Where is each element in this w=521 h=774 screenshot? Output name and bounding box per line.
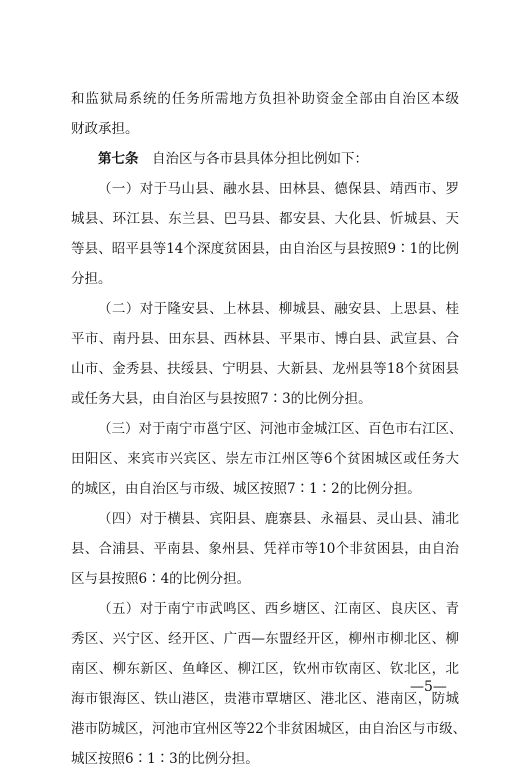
body-text — [71, 84, 467, 774]
text-line: 等县、昭平县等14个深度贫困县，由自治区与县按照9∶1的比例 — [71, 241, 459, 257]
text-line: 秀区、兴宁区、经开区、广西—东盟经开区，柳州市柳北区、柳 — [71, 631, 459, 647]
text-line: 山市、金秀县、扶绥县、宁明县、大新县、龙州县等18个贫困县 — [71, 361, 459, 377]
text-line: （二）对于隆安县、上林县、柳城县、融安县、上思县、桂 — [98, 301, 459, 317]
article-title: 第七条 — [98, 151, 139, 167]
text-line: 南区、柳东新区、鱼峰区、柳江区，钦州市钦南区、钦北区，北 — [71, 661, 459, 677]
text-line: 平市、南丹县、田东县、西林县、平果市、博白县、武宣县、合 — [71, 331, 459, 347]
text-line: 田阳区、来宾市兴宾区、崇左市江州区等6个贫困城区或任务大 — [71, 451, 459, 467]
article-7-heading-line — [71, 144, 459, 174]
text-line: 的城区，由自治区与市级、城区按照7∶1∶2的比例分担。 — [71, 481, 421, 497]
article-text: 自治区与各市县具体分担比例如下： — [152, 151, 368, 167]
text-line: 城区按照6∶1∶3的比例分担。 — [71, 751, 259, 767]
page-number: —5— — [410, 679, 447, 695]
text-line: （四）对于横县、宾阳县、鹿寨县、永福县、灵山县、浦北 — [98, 511, 459, 527]
text-line: 县、合浦县、平南县、象州县、凭祥市等10个非贫困县，由自治 — [71, 541, 459, 557]
text-line: 财政承担。 — [71, 121, 139, 137]
text-line: 海市银海区、铁山港区，贵港市覃塘区、港北区、港南区，防城 — [71, 691, 459, 707]
text-line: 分担。 — [71, 271, 112, 287]
text-line: （三）对于南宁市邕宁区、河池市金城江区、百色市右江区、 — [98, 421, 463, 437]
text-line: 区与县按照6∶4的比例分担。 — [71, 571, 251, 587]
text-line: （五）对于南宁市武鸣区、西乡塘区、江南区、良庆区、青 — [98, 601, 459, 617]
text-line: 港市防城区，河池市宜州区等22个非贫困城区，由自治区与市级、 — [71, 721, 467, 737]
text-line: 或任务大县，由自治区与县按照7∶3的比例分担。 — [71, 391, 372, 407]
text-line: 城县、环江县、东兰县、巴马县、都安县、大化县、忻城县、天 — [71, 211, 459, 227]
text-line: （一）对于马山县、融水县、田林县、德保县、靖西市、罗 — [98, 181, 459, 197]
text-line: 和监狱局系统的任务所需地方负担补助资金全部由自治区本级 — [71, 91, 459, 107]
